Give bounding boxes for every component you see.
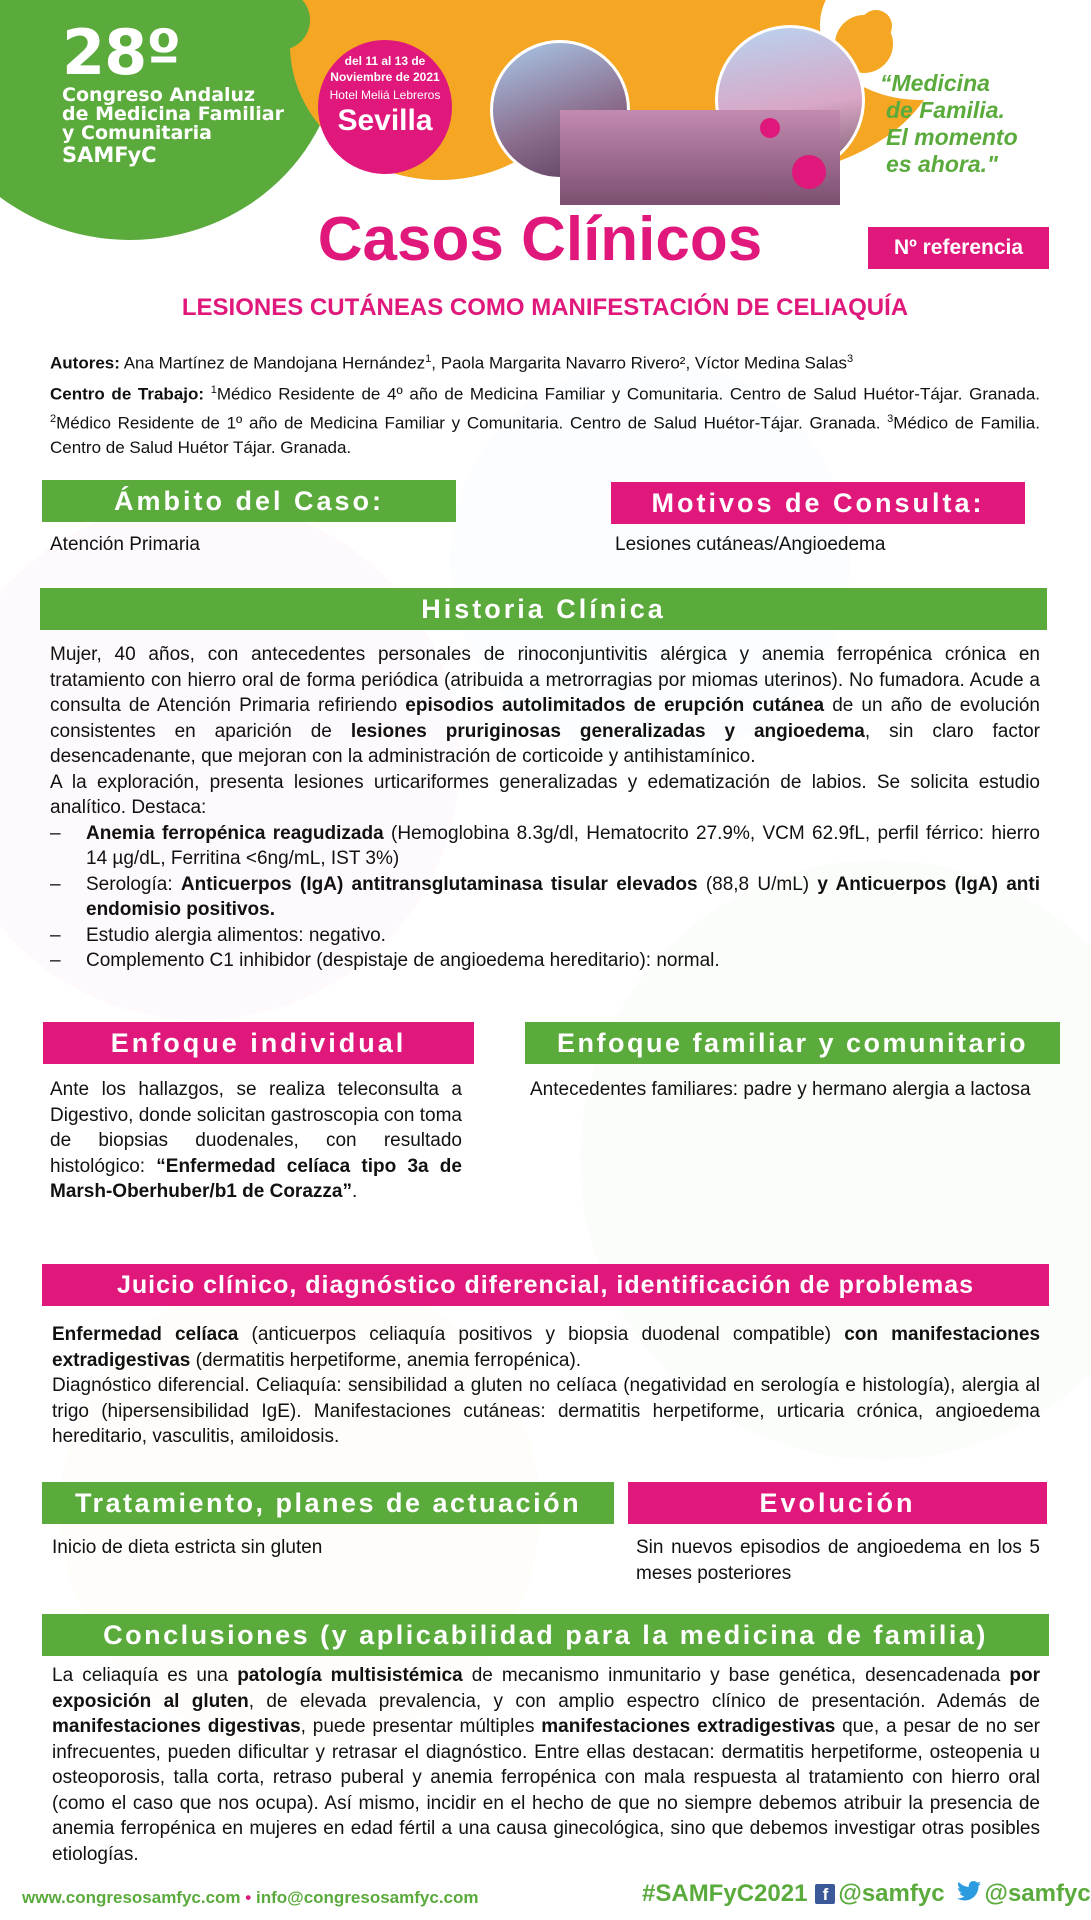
conclusiones-title: Conclusiones (y aplicabilidad para la medicina de familia) bbox=[42, 1614, 1049, 1656]
motivos-text: Lesiones cutáneas/Angioedema bbox=[615, 534, 886, 555]
evolucion-text: Sin nuevos episodios de angioedema en los 5 meses posteriores bbox=[636, 1537, 1040, 1584]
workplace-label: Centro de Trabajo: bbox=[50, 384, 205, 404]
ambito-title: Ámbito del Caso: bbox=[42, 480, 456, 522]
author-2: , Paola Margarita Navarro Rivero² bbox=[431, 353, 686, 373]
author-3: , Víctor Medina Salas bbox=[685, 353, 848, 373]
footer bbox=[0, 1876, 1091, 1920]
historia-bullet-4: – Complemento C1 inhibidor (despistaje de angioedema hereditario): normal. bbox=[50, 950, 720, 971]
author-1-sup: 1 bbox=[425, 353, 432, 365]
workplace-sup-2: 2 bbox=[50, 412, 57, 425]
congress-line1: Congreso Andaluz bbox=[62, 84, 256, 106]
historia-bullet-1: – Anemia ferropénica reagudizada (Hemoglobina 8.3g/dl, Hematocrito 27.9%, VCM 62.9fL, perfil férrico: hierro 14 µg/dL, Ferritina <6ng/mL, IST 3%) bbox=[50, 822, 1040, 869]
case-title: LESIONES CUTÁNEAS COMO MANIFESTACIÓN DE CELIAQUÍA bbox=[181, 294, 909, 321]
historia-p1: Mujer, 40 años, con antecedentes personales de rinoconjuntivitis alérgica y anemia ferropénica crónica en tratamiento con hierro oral de forma periódica (atribuida a metrorragias por miomas uterinos). No fumadora. Acude a consulta de Atención Primaria refiriendo episodios autolimitados de erupción cutánea de un año de evolución consistentes en aparición de lesiones pruriginosas generalizadas y angioedema, sin claro factor desencadenante, que mejoran con la administración de corticoide y antihistamínico. bbox=[50, 644, 1040, 767]
historia-bullet-2: – Serología: Anticuerpos (IgA) antitransglutaminasa tisular elevados (88,8 U/mL) y Anticuerpos (IgA) anti endomisio positivos. bbox=[50, 873, 1040, 920]
author-1: Ana Martínez de Mandojana Hernández bbox=[123, 353, 426, 373]
workplace-1: Médico Residente de 4º año de Medicina Familiar y Comunitaria. Centro de Salud Huétor-Tájar. Granada. bbox=[216, 384, 1040, 404]
congress-line2: de Medicina Familiar bbox=[62, 103, 284, 125]
workplace-sup-3: 3 bbox=[887, 412, 894, 425]
venue: Hotel Meliá Lebreros bbox=[329, 88, 441, 102]
twitter-handle[interactable]: @samfyc bbox=[984, 1880, 1091, 1907]
conclusiones-body: La celiaquía es una patología multisistémica de mecanismo inmunitario y base genética, desencadenada por exposición al gluten, de elevada prevalencia, y con amplio espectro clínico de presentación. Además de manifestaciones digestivas, puede presentar múltiples manifestaciones extradigestivas que, a pesar de no ser infrecuentes, pueden dificultar y retrasar el diagnóstico. Entre ellas destacan: dermatitis herpetiforme, osteopenia u osteoporosis, talla corta, retraso puberal y anemia ferropénica con mala respuesta al tratamiento con hierro oral (como el caso que nos ocupa). Así mismo, incidir en el hecho de que no siempre debemos atribuir la presencia de anemia ferropénica en mujeres en edad fértil a una causa ginecológica, sino que debemos investigar otras posibles etiologías. bbox=[52, 1665, 1041, 1865]
reference-badge: Nº referencia bbox=[868, 227, 1049, 269]
facebook-handle[interactable]: @samfyc bbox=[838, 1880, 945, 1907]
email-link[interactable]: info@congresosamfyc.com bbox=[255, 1888, 479, 1907]
evolucion-title: Evolución bbox=[628, 1482, 1047, 1524]
juicio-p2: Diagnóstico diferencial. Celiaquía: sensibilidad a gluten no celíaca (negatividad en serología e histología), alergia al trigo (hipersensibilidad IgE). Manifestaciones cutáneas: dermatitis herpetiforme, urticaria crónica, angioedema hereditario, vasculitis, amiloidosis. bbox=[52, 1375, 1040, 1447]
workplace-3: Médico de Familia. Centro de Salud Huétor Tájar. Granada. bbox=[50, 413, 1040, 458]
workplace-2: Médico Residente de 1º año de Medicina Familiar y Comunitaria. Centro de Salud Huétor-Tájar. Granada. bbox=[56, 413, 888, 433]
workplace bbox=[50, 378, 1040, 460]
org-name: SAMFyC bbox=[62, 143, 157, 167]
familiar-text: Antecedentes familiares: padre y hermano alergia a lactosa bbox=[530, 1079, 1031, 1100]
authors bbox=[50, 347, 1040, 376]
tratamiento-text: Inicio de dieta estricta sin gluten bbox=[52, 1537, 323, 1558]
motivos-title: Motivos de Consulta: bbox=[611, 482, 1025, 524]
workplace-sup-1: 1 bbox=[210, 384, 217, 396]
page-title: Casos Clínicos bbox=[317, 205, 763, 274]
hashtag: #SAMFyC2021 bbox=[642, 1880, 808, 1907]
header bbox=[0, 0, 1080, 230]
twitter-icon bbox=[957, 1880, 981, 1908]
date-badge bbox=[318, 40, 452, 174]
slogan-line3: El momento bbox=[886, 124, 1018, 150]
authors-label: Autores: bbox=[50, 353, 120, 373]
congress-title bbox=[62, 16, 284, 167]
slogan-line2: de Familia. bbox=[886, 97, 1005, 123]
slogan-line4: es ahora." bbox=[886, 151, 998, 177]
congress-line3: y Comunitaria bbox=[62, 122, 212, 144]
familiar-title: Enfoque familiar y comunitario bbox=[525, 1022, 1060, 1064]
juicio-p1: Enfermedad celíaca (anticuerpos celiaquía positivos y biopsia duodenal compatible) con manifestaciones extradigestivas (dermatitis herpetiforme, anemia ferropénica). bbox=[52, 1324, 1041, 1371]
tratamiento-title: Tratamiento, planes de actuación bbox=[42, 1482, 614, 1524]
individual-text: Ante los hallazgos, se realiza teleconsulta a Digestivo, donde solicitan gastroscopia con toma de biopsias duodenales, con resultado histológico: “Enfermedad celíaca tipo 3a de Marsh-Oberhuber/b1 de Corazza”. bbox=[50, 1079, 462, 1202]
dates-line1: del 11 al 13 de bbox=[344, 54, 426, 68]
historia-p2: A la exploración, presenta lesiones urticariformes generalizadas y edematización de labios. Se solicita estudio analítico. Destaca: bbox=[50, 771, 1040, 818]
slogan bbox=[880, 70, 1018, 178]
facebook-icon: f bbox=[815, 1884, 835, 1904]
edition: 28º bbox=[62, 16, 181, 89]
historia-title: Historia Clínica bbox=[40, 588, 1047, 630]
city: Sevilla bbox=[337, 104, 433, 137]
dates-line2: Noviembre de 2021 bbox=[330, 70, 440, 84]
footer-separator: • bbox=[245, 1888, 252, 1907]
slogan-line1: “Medicina bbox=[880, 70, 990, 96]
author-3-sup: 3 bbox=[847, 353, 854, 365]
website-link[interactable]: www.congresosamfyc.com bbox=[22, 1888, 241, 1907]
ambito-text: Atención Primaria bbox=[50, 534, 200, 555]
juicio-body bbox=[52, 1322, 1040, 1450]
historia-body bbox=[50, 642, 1040, 974]
individual-title: Enfoque individual bbox=[43, 1022, 474, 1064]
historia-bullet-3: – Estudio alergia alimentos: negativo. bbox=[50, 924, 386, 946]
juicio-title: Juicio clínico, diagnóstico diferencial, identificación de problemas bbox=[42, 1264, 1049, 1306]
